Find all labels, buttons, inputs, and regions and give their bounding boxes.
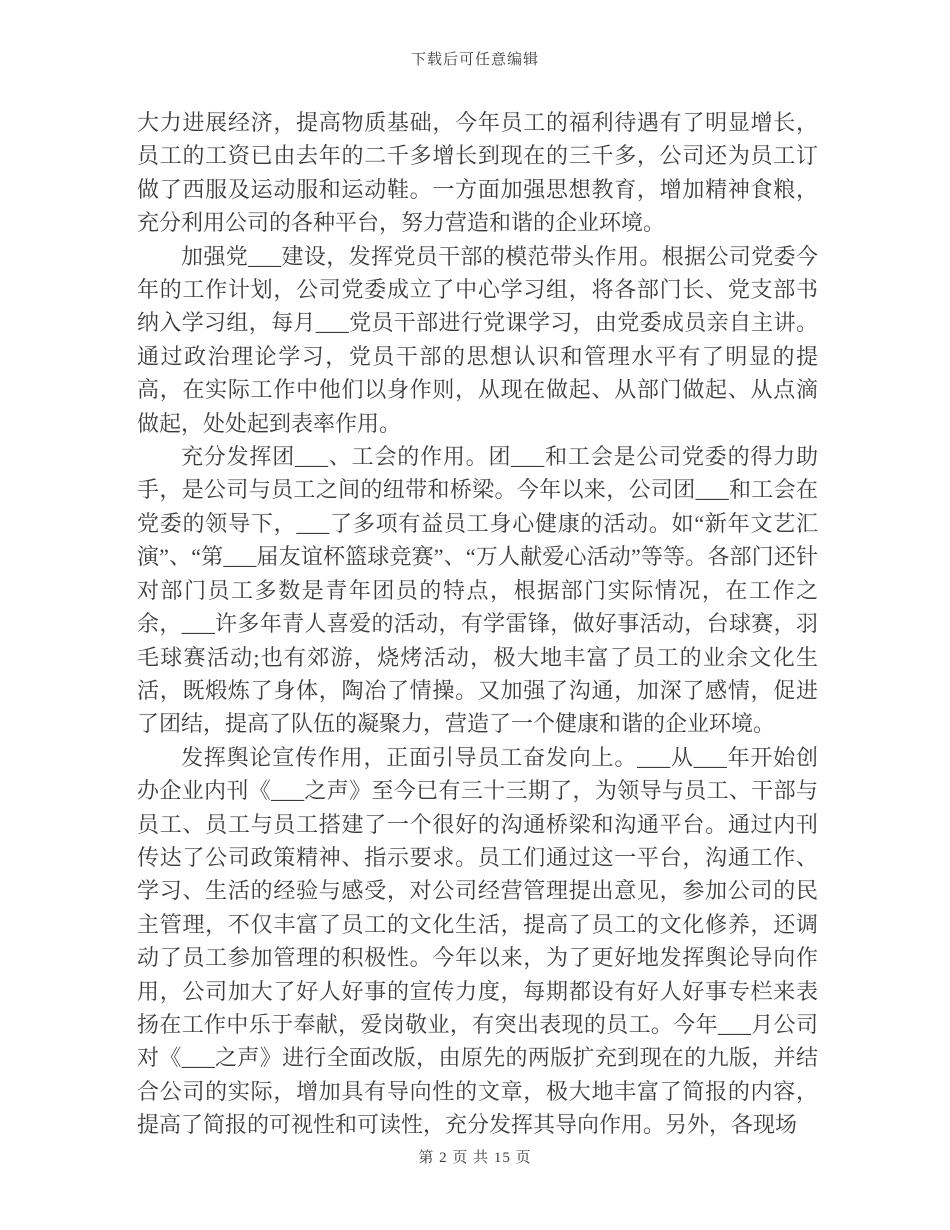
paragraph: 大力进展经济，提高物质基础，今年员工的福利待遇有了明显增长，员工的工资已由去年的二千多增长到现在的三千多，公司还为员工订做了西服及运动服和运动鞋。一方面加强思想教育，增加精神食粮，充分利用公司的各种平台，努力营造和谐的企业环境。	[137, 110, 818, 236]
page-footer	[0, 1146, 950, 1167]
header-note: 下载后可任意编辑	[410, 52, 539, 68]
paragraph: 加强党___建设，发挥党员干部的模范带头作用。根据公司党委今年的工作计划，公司党委成立了中心学习组，将各部门长、党支部书纳入学习组，每月___党员干部进行党课学习，由党委成员亲自主讲。通过政治理论学习，党员干部的思想认识和管理水平有了明显的提高，在实际工作中他们以身作则，从现在做起、从部门做起、从点滴做起，处处起到表率作用。	[137, 243, 818, 436]
paragraph: 发挥舆论宣传作用，正面引导员工奋发向上。___从___年开始创办企业内刊《___之声》至今已有三十三期了，为领导与员工、干部与员工、员工与员工搭建了一个很好的沟通桥梁和沟通平台。通过内刊传达了公司政策精神、指示要求。员工们通过这一平台，沟通工作、学习、生活的经验与感受，对公司经营管理提出意见，参加公司的民主管理，不仅丰富了员工的文化生活，提高了员工的文化修养，还调动了员工参加管理的积极性。今年以来，为了更好地发挥舆论导向作用，公司加大了好人好事的宣传力度，每期都设有好人好事专栏来表扬在工作中乐于奉献，爱岗敬业，有突出表现的员工。今年___月公司对《___之声》进行全面改版，由原先的两版扩充到现在的九版，并结合公司的实际，增加具有导向性的文章，极大地丰富了简报的内容，提高了简报的可视性和可读性，充分发挥其导向作用。另外，各现场	[137, 744, 818, 1138]
page-number-label: 第 2 页 共 15 页	[418, 1150, 532, 1166]
document-body	[137, 106, 818, 1142]
paragraph: 充分发挥团___、工会的作用。团___和工会是公司党委的得力助手，是公司与员工之间的纽带和桥梁。今年以来，公司团___和工会在党委的领导下，___了多项有益员工身心健康的活动。如“新年文艺汇演”、“第___届友谊杯篮球竞赛”、“万人献爱心活动”等等。各部门还针对部门员工多数是青年团员的特点，根据部门实际情况，在工作之余，___许多年青人喜爱的活动，有学雷锋，做好事活动，台球赛，羽毛球赛活动;也有郊游，烧烤活动，极大地丰富了员工的业余文化生活，既煅炼了身体，陶冶了情操。又加强了沟通，加深了感情，促进了团结，提高了队伍的凝聚力，营造了一个健康和谐的企业环境。	[137, 444, 818, 737]
